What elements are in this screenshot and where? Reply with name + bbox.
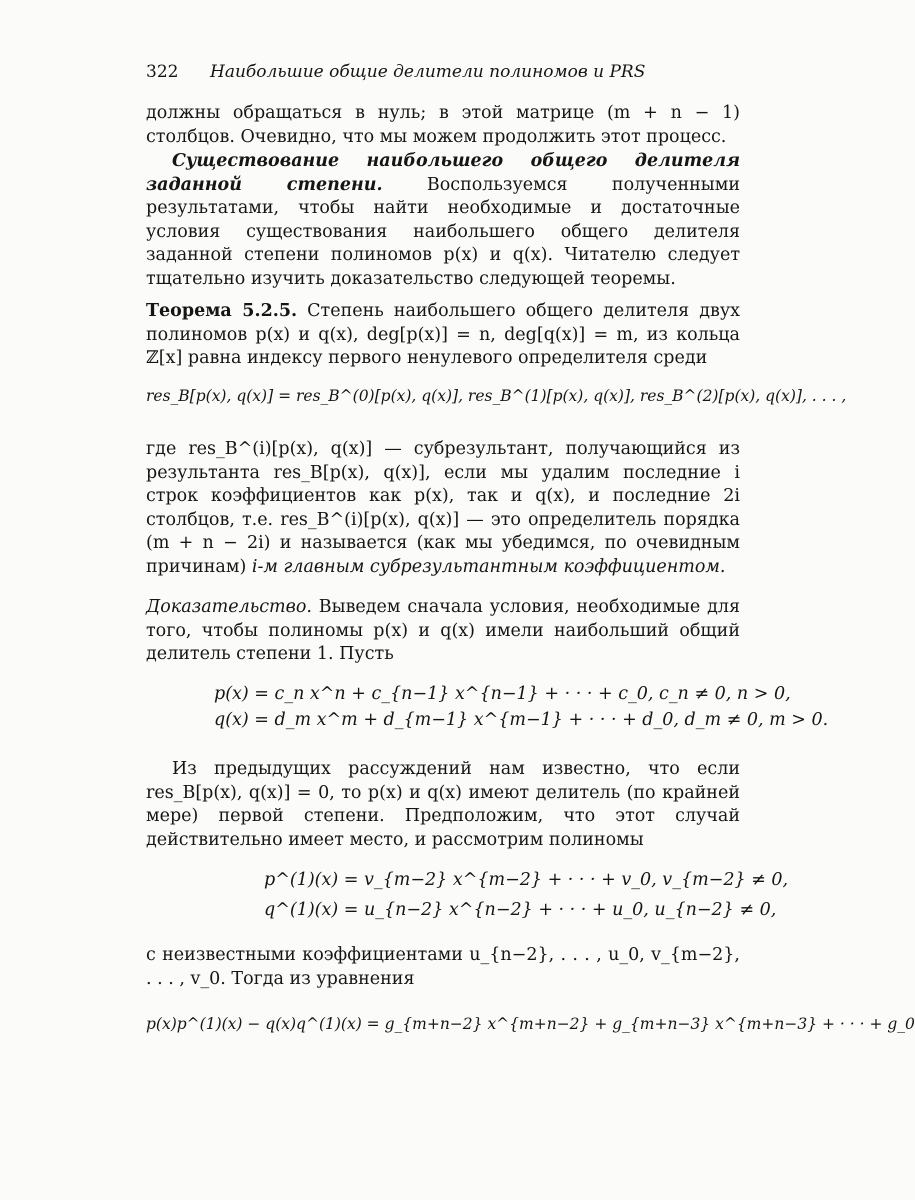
unknowns-paragraph xyxy=(146,944,740,991)
proof-paragraph xyxy=(146,596,740,667)
equation-q-definition: q(x) = d_m x^m + d_{m−1} x^{m−1} + · · · + d_0, d_m ≠ 0, m > 0. xyxy=(214,710,829,730)
assumption-text: Из предыдущих рассуждений нам известно, что если res_B[p(x), q(x)] = 0, то p(x) и q(x) имеют делитель (по крайней мере) первой степени. Предположим, что этот случай действительно имеет место, и рассмотрим полиномы xyxy=(146,759,740,850)
unknowns-text: с неизвестными коэффициентами u_{n−2}, . . . , u_0, v_{m−2}, . . . , v_0. Тогда из уравнения xyxy=(146,945,740,989)
proof-label: Доказательство. xyxy=(146,597,312,617)
theorem-text: Степень наибольшего общего делителя двух полиномов p(x) и q(x), deg[p(x)] = n, deg[q(x)] = m, из кольца ℤ[x] равна индексу первого ненулевого определителя среди xyxy=(146,301,740,369)
paragraph-1-text: должны обращаться в нуль; в этой матрице (m + n − 1) столбцов. Очевидно, что мы можем продолжить этот процесс. xyxy=(146,103,740,147)
equation-combination: p(x)p^(1)(x) − q(x)q^(1)(x) = g_{m+n−2} x^{m+n−2} + g_{m+n−3} x^{m+n−3} + · · · + g_0 xyxy=(146,1015,915,1033)
page-number: 322 xyxy=(146,62,179,82)
equation-p-definition: p(x) = c_n x^n + c_{n−1} x^{n−1} + · · · + c_0, c_n ≠ 0, n > 0, xyxy=(214,684,791,704)
subresultant-paragraph xyxy=(146,438,740,580)
section-text: Воспользуемся полученными результатами, чтобы найти необходимые и достаточные условия существования наибольшего общего делителя заданной степени полиномов p(x) и q(x). Читателю следует тщательно изучить доказательство следующей теоремы. xyxy=(146,174,740,289)
equation-resultant-sequence: res_B[p(x), q(x)] = res_B^(0)[p(x), q(x)], res_B^(1)[p(x), q(x)], res_B^(2)[p(x), q(x)], . . . , xyxy=(146,387,847,405)
equation-p1-definition: p^(1)(x) = v_{m−2} x^{m−2} + · · · + v_0, v_{m−2} ≠ 0, xyxy=(264,870,789,890)
assumption-paragraph xyxy=(146,758,740,852)
subresultant-emphasis: i-м главным субрезультантным коэффициентом. xyxy=(251,556,726,577)
subresultant-text: где res_B^(i)[p(x), q(x)] — субрезультант, получающийся из результанта res_B[p(x), q(x)], если мы удалим последние i строк коэффициентов как p(x), так и q(x), и последние 2i столбцов, т.е. res_B^(i)[p(x), q(x)] — это определитель порядка (m + n − 2i) и называется (как мы убедимся, по очевидным причинам) xyxy=(146,439,740,577)
running-head xyxy=(146,62,740,82)
paragraph-continuation xyxy=(146,102,740,149)
theorem-block xyxy=(146,300,740,371)
theorem-label: Теорема 5.2.5. xyxy=(146,301,298,321)
section-heading: Существование наибольшего общего делителя заданной степени. xyxy=(146,151,740,195)
proof-text: Выведем сначала условия, необходимые для того, чтобы полиномы p(x) и q(x) имели наибольший общий делитель степени 1. Пусть xyxy=(146,597,740,665)
equation-q1-definition: q^(1)(x) = u_{n−2} x^{n−2} + · · · + u_0, u_{n−2} ≠ 0, xyxy=(264,900,777,920)
running-title: Наибольшие общие делители полиномов и PRS xyxy=(210,62,646,82)
section-paragraph xyxy=(146,150,740,292)
